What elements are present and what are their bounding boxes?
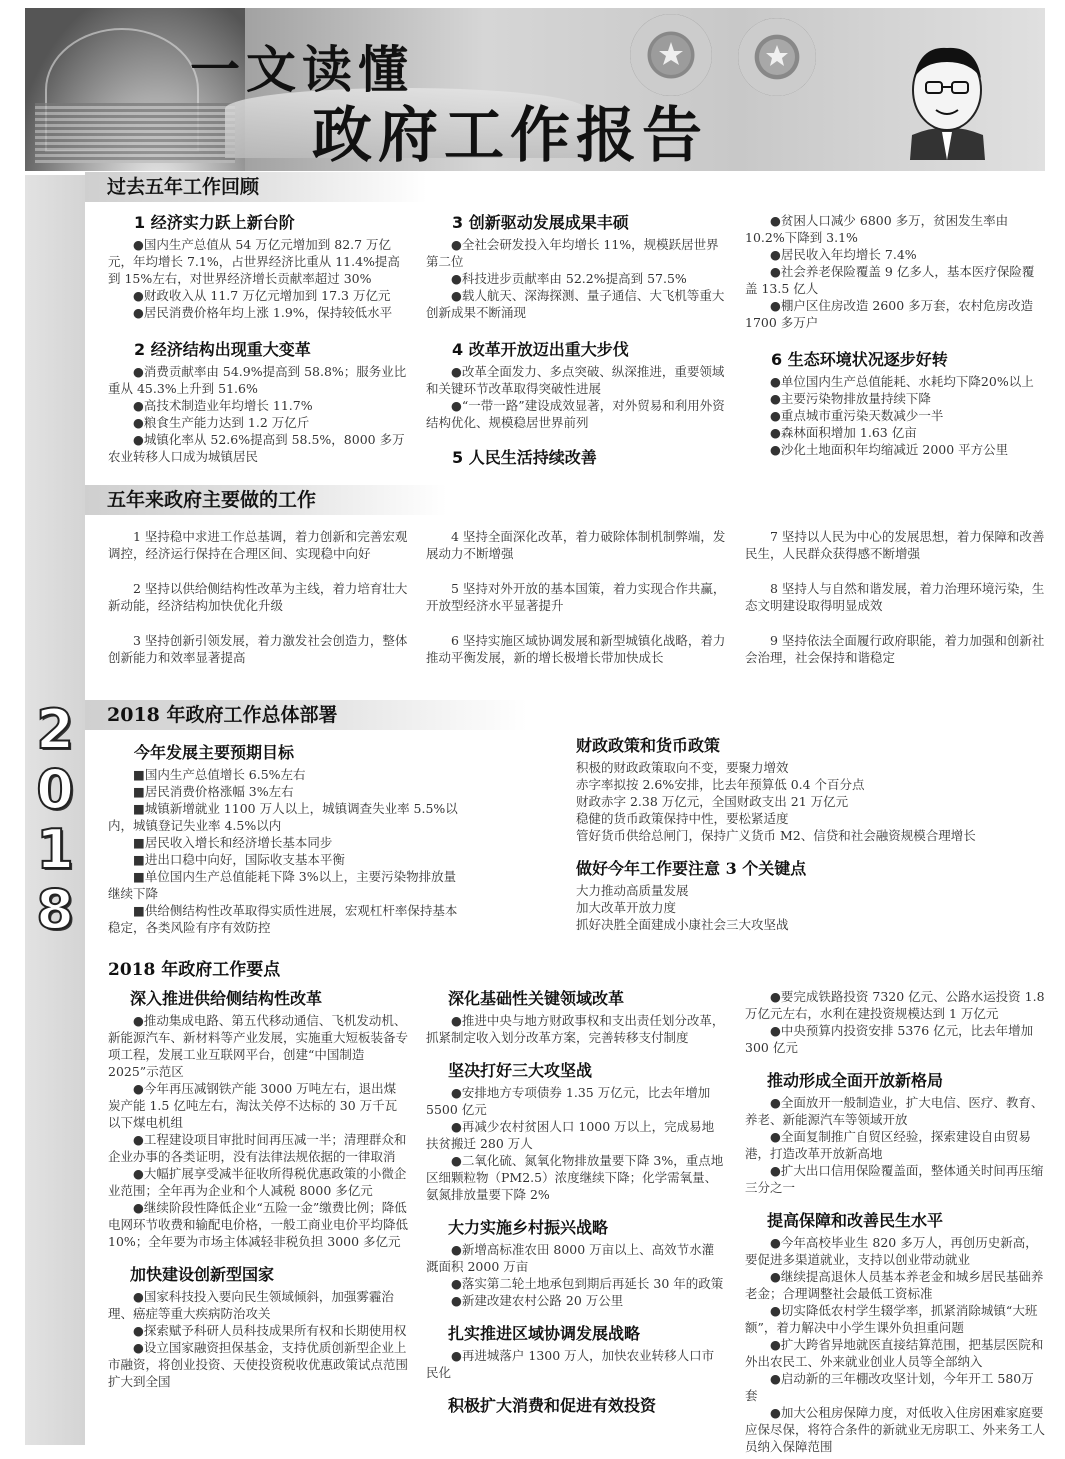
goals-block <box>108 742 458 936</box>
points-bullet: ● 推动集成电路、第五代移动通信、飞机发动机、新能源汽车、新材料等产业发展，实施重大短板装备专项工程，发展工业互联网平台，创建“中国制造 2025”示范区 <box>108 1012 408 1080</box>
work-item: 3 坚持创新引领发展，着力激发社会创造力，整体创新能力和效率显著提高 <box>108 633 408 665</box>
work-item: 2 坚持以供给侧结构性改革为主线，着力培育壮大新动能，经济结构加快优化升级 <box>108 581 408 613</box>
points-bullet: ● 设立国家融资担保基金，支持优质创新型企业上市融资，将创业投资、天使投资税收优惠政策试点范围扩大到全国 <box>108 1339 408 1390</box>
section-plan2018-heading: 2018 年政府工作总体部署 <box>85 700 527 730</box>
review-bullet: ● 居民消费价格年均上涨 1.9%，保持较低水平 <box>108 304 408 321</box>
points-title: 扎实推进区域协调发展战略 <box>448 1324 641 1343</box>
work-item: 8 坚持人与自然和谐发展，着力治理环境污染，生态文明建设取得明显成效 <box>745 581 1045 613</box>
points-bullet: ● 要完成铁路投资 7320 亿元、公路水运投资 1.8 万亿元左右，水利在建投资规模达到 1 万亿元 <box>745 988 1045 1022</box>
points-bullet: ● 扩大跨省异地就医直接结算范围，把基层医院和外出农民工、外来就业创业人员等全部纳入 <box>745 1336 1045 1370</box>
year-digit: 8 <box>36 878 74 941</box>
points-bullet: ● 今年再压减钢铁产能 3000 万吨左右，退出煤炭产能 1.5 亿吨左右，淘汰关停不达标的 30 万千瓦以下煤电机组 <box>108 1080 408 1131</box>
work-col2 <box>426 528 726 666</box>
points-bullet: ● 再进城落户 1300 万人，加快农业转移人口市民化 <box>426 1347 726 1381</box>
review-bullet: ● 森林面积增加 1.63 亿亩 <box>745 424 1045 441</box>
keypoint-line: 抓好决胜全面建成小康社会三大攻坚战 <box>576 917 789 932</box>
year-2018-vertical <box>30 700 80 940</box>
work-item: 4 坚持全面深化改革，着力破除体制机制弊端，发展动力不断增强 <box>426 529 726 561</box>
points-col1 <box>108 988 408 1390</box>
hall-seat-rows <box>35 103 235 163</box>
review-bullet: ● 科技进步贡献率由 52.2%提高到 57.5% <box>426 270 726 287</box>
points-bullet: ● 全面复制推广自贸区经验，探索建设自由贸易港，打造改革开放新高地 <box>745 1128 1045 1162</box>
national-emblem-icon <box>630 14 712 96</box>
title-line1: 一文读懂 <box>190 40 414 99</box>
review-bullet: ● 棚户区住房改造 2600 多万套，农村危房改造 1700 多万户 <box>745 297 1045 331</box>
work-item: 1 坚持稳中求进工作总基调，着力创新和完善宏观调控，经济运行保持在合理区间、实现稳中向好 <box>108 529 408 561</box>
goal-item: ■ 进出口稳中向好，国际收支基本平衡 <box>108 851 458 868</box>
review-bullet: ● “一带一路”建设成效显著，对外贸易和利用外资结构优化、规模稳居世界前列 <box>426 397 726 431</box>
year-digit: 0 <box>36 758 74 821</box>
work-item: 5 坚持对外开放的基本国策，着力实现合作共赢，开放型经济水平显著提升 <box>426 581 726 613</box>
review-col1 <box>108 212 408 465</box>
fiscal-line: 财政赤字 2.38 万亿元，全国财政支出 21 万亿元 <box>576 794 849 809</box>
points-bullet: ● 扩大出口信用保险覆盖面，整体通关时间再压缩三分之一 <box>745 1162 1045 1196</box>
review-item-title: 2 经济结构出现重大变革 <box>134 340 311 359</box>
review-bullet: ● 国内生产总值从 54 万亿元增加到 82.7 万亿元，年均增长 7.1%，占世界经济比重从 11.4%提高到 15%左右，对世界经济增长贡献率超过 30% <box>108 236 408 287</box>
points-col3 <box>745 988 1045 1455</box>
points-bullet: ● 探索赋予科研人员科技成果所有权和长期使用权 <box>108 1322 408 1339</box>
review-bullet: ● 沙化土地面积年均缩减近 2000 平方公里 <box>745 441 1045 458</box>
fiscal-block <box>576 735 1016 933</box>
caricature-portrait-icon <box>900 40 995 160</box>
review-item-title: 6 生态环境状况逐步好转 <box>771 350 948 369</box>
points-bullet: ● 二氧化硫、氮氧化物排放量要下降 3%，重点地区细颗粒物（PM2.5）浓度继续下降；化学需氧量、氨氮排放量要下降 2% <box>426 1152 726 1203</box>
points-title: 大力实施乡村振兴战略 <box>448 1218 609 1237</box>
points-bullet: ● 安排地方专项债券 1.35 万亿元，比去年增加 5500 亿元 <box>426 1084 726 1118</box>
goal-item: ■ 国内生产总值增长 6.5%左右 <box>108 766 458 783</box>
fiscal-title: 财政政策和货币政策 <box>576 736 721 755</box>
fiscal-line: 赤字率拟按 2.6%安排，比去年预算低 0.4 个百分点 <box>576 777 865 792</box>
title-line2: 政府工作报告 <box>312 101 708 171</box>
review-bullet: ● 主要污染物排放量持续下降 <box>745 390 1045 407</box>
points-title: 深化基础性关键领域改革 <box>448 989 625 1008</box>
year-digit: 1 <box>36 818 74 881</box>
points-title: 推动形成全面开放新格局 <box>767 1071 944 1090</box>
points2018-heading: 2018 年政府工作要点 <box>108 960 281 980</box>
review-bullet: ● 改革全面发力、多点突破、纵深推进，重要领域和关键环节改革取得突破性进展 <box>426 363 726 397</box>
fiscal-line: 稳健的货币政策保持中性，要松紧适度 <box>576 811 789 826</box>
goal-item: ■ 单位国内生产总值能耗下降 3%以上，主要污染物排放量继续下降 <box>108 868 458 902</box>
year-digit: 2 <box>36 698 74 761</box>
review-bullet: ● 贫困人口减少 6800 多万，贫困发生率由 10.2%下降到 3.1% <box>745 212 1045 246</box>
points-bullet: ● 推进中央与地方财政事权和支出责任划分改革，抓紧制定收入划分改革方案，完善转移支付制度 <box>426 1012 726 1046</box>
points-bullet: ● 中央预算内投资安排 5376 亿元，比去年增加 300 亿元 <box>745 1022 1045 1056</box>
review-bullet: ● 高技术制造业年均增长 11.7% <box>108 397 408 414</box>
goal-item: ■ 城镇新增就业 1100 万人以上，城镇调查失业率 5.5%以内，城镇登记失业率 4.5%以内 <box>108 800 458 834</box>
review-item-title: 5 人民生活持续改善 <box>452 448 597 467</box>
fiscal-line: 管好货币供给总闸门，保持广义货币 M2、信贷和社会融资规模合理增长 <box>576 828 976 843</box>
points-bullet: ● 启动新的三年棚改攻坚计划，今年开工 580万套 <box>745 1370 1045 1404</box>
review-bullet: ● 载人航天、深海探测、量子通信、大飞机等重大创新成果不断涌现 <box>426 287 726 321</box>
goals-title: 今年发展主要预期目标 <box>134 743 295 762</box>
review-bullet: ● 社会养老保险覆盖 9 亿多人，基本医疗保险覆盖 13.5 亿人 <box>745 263 1045 297</box>
work-item: 9 坚持依法全面履行政府职能，着力加强和创新社会治理，社会保持和谐稳定 <box>745 633 1045 665</box>
keypoint-line: 加大改革开放力度 <box>576 900 677 915</box>
points-bullet: ● 加大公租房保障力度，对低收入住房困难家庭要应保尽保，将符合条件的新就业无房职工、外来务工人员纳入保障范围 <box>745 1404 1045 1455</box>
points-bullet: ● 再减少农村贫困人口 1000 万以上，完成易地扶贫搬迁 280 万人 <box>426 1118 726 1152</box>
points-bullet: ● 继续提高退休人员基本养老金和城乡居民基础养老金；合理调整社会最低工资标准 <box>745 1268 1045 1302</box>
work-col3 <box>745 528 1045 666</box>
points-bullet: ● 全面放开一般制造业，扩大电信、医疗、教育、养老、新能源汽车等领域开放 <box>745 1094 1045 1128</box>
points-bullet: ● 国家科技投入要向民生领域倾斜，加强雾霾治理、癌症等重大疾病防治攻关 <box>108 1288 408 1322</box>
work-item: 6 坚持实施区域协调发展和新型城镇化战略，着力推动平衡发展，新的增长极增长带加快成长 <box>426 633 726 665</box>
review-bullet: ● 消费贡献率由 54.9%提高到 58.8%；服务业比重从 45.3%上升到 51.6% <box>108 363 408 397</box>
work-col1 <box>108 528 408 666</box>
review-item-title: 4 改革开放迈出重大步伐 <box>452 340 629 359</box>
points-col2 <box>426 988 726 1419</box>
review-bullet: ● 重点城市重污染天数减少一半 <box>745 407 1045 424</box>
review-col2 <box>426 212 726 471</box>
points-bullet: ● 工程建设项目审批时间再压减一半；清理群众和企业办事的各类证明，没有法律法规依据的一律取消 <box>108 1131 408 1165</box>
review-bullet: ● 居民收入年均增长 7.4% <box>745 246 1045 263</box>
points-bullet: ● 新建改建农村公路 20 万公里 <box>426 1292 726 1309</box>
goal-item: ■ 居民收入增长和经济增长基本同步 <box>108 834 458 851</box>
points-title: 积极扩大消费和促进有效投资 <box>448 1396 657 1415</box>
keypoints-title: 做好今年工作要注意 3 个关键点 <box>576 859 807 878</box>
points-bullet: ● 落实第二轮土地承包到期后再延长 30 年的政策 <box>426 1275 726 1292</box>
points-title: 加快建设创新型国家 <box>130 1265 275 1284</box>
review-bullet: ● 城镇化率从 52.6%提高到 58.5%，8000 多万农业转移人口成为城镇居民 <box>108 431 408 465</box>
section-work-heading: 五年来政府主要做的工作 <box>85 485 447 515</box>
fiscal-line: 积极的财政政策取向不变，要聚力增效 <box>576 760 789 775</box>
points-bullet: ● 新增高标准农田 8000 万亩以上、高效节水灌溉面积 2000 万亩 <box>426 1241 726 1275</box>
review-item-title: 1 经济实力跃上新台阶 <box>134 213 295 232</box>
section-review-heading: 过去五年工作回顾 <box>85 172 427 202</box>
review-bullet: ● 全社会研发投入年均增长 11%，规模跃居世界第二位 <box>426 236 726 270</box>
points-title: 坚决打好三大攻坚战 <box>448 1061 593 1080</box>
review-item-title: 3 创新驱动发展成果丰硕 <box>452 213 629 232</box>
review-col3 <box>745 212 1045 458</box>
review-bullet: ● 财政收入从 11.7 万亿元增加到 17.3 万亿元 <box>108 287 408 304</box>
review-bullet: ● 粮食生产能力达到 1.2 万亿斤 <box>108 414 408 431</box>
goal-item: ■ 供给侧结构性改革取得实质性进展，宏观杠杆率保持基本稳定，各类风险有序有效防控 <box>108 902 458 936</box>
points-bullet: ● 今年高校毕业生 820 多万人，再创历史新高，要促进多渠道就业，支持以创业带动就业 <box>745 1234 1045 1268</box>
points-bullet: ● 切实降低农村学生辍学率，抓紧消除城镇“大班额”，着力解决中小学生课外负担重问题 <box>745 1302 1045 1336</box>
points-title: 深入推进供给侧结构性改革 <box>130 989 323 1008</box>
work-item: 7 坚持以人民为中心的发展思想，着力保障和改善民生，人民群众获得感不断增强 <box>745 529 1045 561</box>
review-bullet: ● 单位国内生产总值能耗、水耗均下降20%以上 <box>745 373 1045 390</box>
points-bullet: ● 继续阶段性降低企业“五险一金”缴费比例；降低电网环节收费和输配电价格，一般工商业电价平均降低 10%；全年要为市场主体减轻非税负担 3000 多亿元 <box>108 1199 408 1250</box>
points-bullet: ● 大幅扩展享受减半征收所得税优惠政策的小微企业范围；全年再为企业和个人减税 8000 多亿元 <box>108 1165 408 1199</box>
keypoint-line: 大力推动高质量发展 <box>576 883 689 898</box>
cppcc-emblem-icon <box>738 18 816 96</box>
points-title: 提高保障和改善民生水平 <box>767 1211 944 1230</box>
goal-item: ■ 居民消费价格涨幅 3%左右 <box>108 783 458 800</box>
